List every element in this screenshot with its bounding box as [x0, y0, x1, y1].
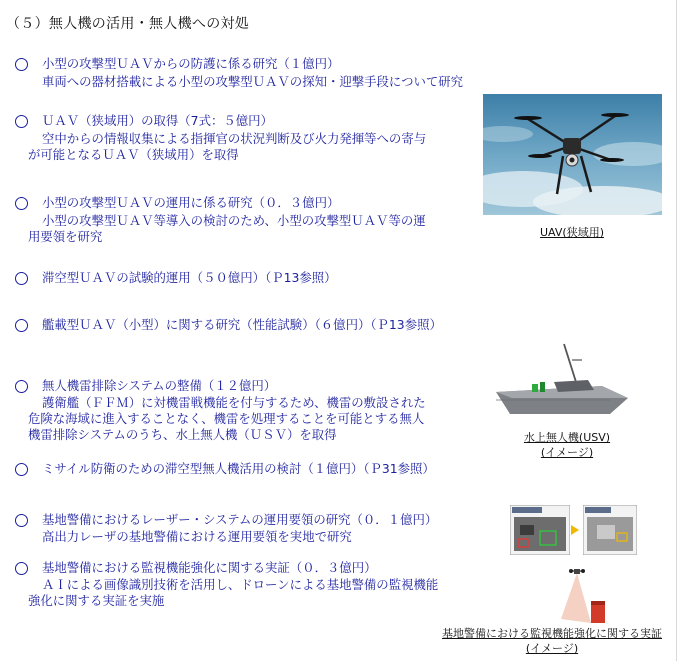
bullet-icon [15, 272, 28, 285]
bullet-icon [15, 380, 28, 393]
item-8-heading: 基地警備における監視機能強化に関する実証（０．３億円） [42, 560, 377, 575]
item-7-body: 高出力レーザの基地警備における運用要領を実地で研究 [42, 529, 352, 544]
item-5-heading: 無人機雷排除システムの整備（１２億円） [42, 378, 277, 393]
section-title: （５）無人機の活用・無人機への対処 [6, 16, 250, 32]
item-8-body: 強化に関する実証を実施 [28, 593, 165, 608]
monitor-screen-right [583, 505, 637, 555]
item-2-heading: 小型の攻撃型ＵＡＶの運用に係る研究（０．３億円） [42, 195, 340, 210]
bullet-icon [15, 115, 28, 128]
surveillance-caption: 基地警備における監視機能強化に関する実証 [442, 627, 662, 640]
usv-caption-note: (イメージ) [540, 446, 594, 459]
item-5-body: 護衛艦（ＦＦＭ）に対機雷戦機能を付与するため、機雷の敷設された [42, 395, 426, 410]
item-0-heading: 小型の攻撃型ＵＡＶからの防護に係る研究（１億円） [42, 56, 340, 71]
arrow-icon [571, 522, 583, 536]
bullet-icon [15, 319, 28, 332]
bullet-icon [15, 58, 28, 71]
item-1-body: が可能となるＵＡＶ（狭域用）を取得 [28, 147, 239, 162]
item-5-body: 機雷排除システムのうち、水上無人機（ＵＳＶ）を取得 [28, 427, 337, 442]
drone-surveillance-illustration [555, 565, 615, 627]
item-3-heading: 滞空型ＵＡＶの試験的運用（５０億円）（Ｐ13参照） [42, 270, 337, 285]
item-7-heading: 基地警備におけるレーザー・システムの運用要領の研究（０．１億円） [42, 512, 438, 527]
item-8-body: ＡＩによる画像識別技術を活用し、ドローンによる基地警備の監視機能 [42, 577, 439, 592]
item-2-body: 用要領を研究 [28, 229, 103, 244]
bullet-icon [15, 562, 28, 575]
item-2-body: 小型の攻撃型ＵＡＶ等導入の検討のため、小型の攻撃型ＵＡＶ等の運 [42, 213, 426, 228]
item-0-body: 車両への器材搭載による小型の攻撃型ＵＡＶの探知・迎撃手段について研究 [42, 74, 464, 89]
item-1-body: 空中からの情報収集による指揮官の状況判断及び火力発揮等への寄与 [42, 131, 427, 146]
uav-photo [483, 94, 662, 215]
item-4-heading: 艦載型ＵＡＶ（小型）に関する研究（性能試験）（６億円）（Ｐ13参照） [42, 317, 442, 332]
surveillance-caption-note: (イメージ) [525, 642, 579, 655]
usv-caption: 水上無人機(USV) [523, 431, 611, 444]
page-border [676, 0, 677, 661]
item-1-heading: ＵＡＶ（狭域用）の取得（7式：５億円） [42, 113, 273, 128]
usv-illustration [492, 340, 632, 430]
item-6-heading: ミサイル防衛のための滞空型無人機活用の検討（１億円）（Ｐ31参照） [42, 461, 435, 476]
bullet-icon [15, 197, 28, 210]
item-5-body: 危険な海域に進入することなく、機雷を処理することを可能とする無人 [28, 411, 425, 426]
uav-caption: UAV(狭域用) [540, 226, 604, 239]
monitor-screen-left [510, 505, 570, 555]
bullet-icon [15, 514, 28, 527]
bullet-icon [15, 463, 28, 476]
